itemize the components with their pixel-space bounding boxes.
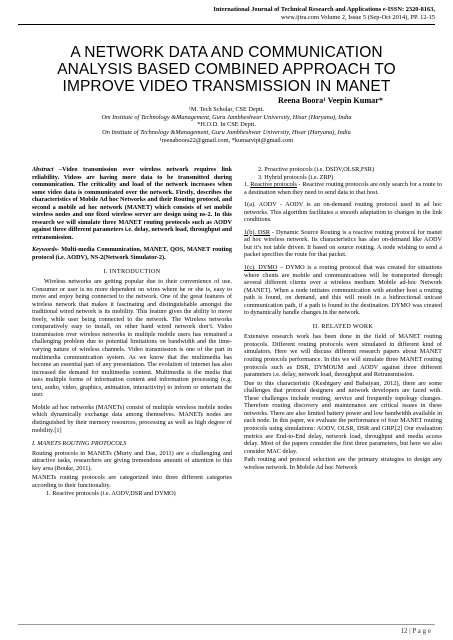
- author-emails: ¹reenaboora22@gmail.com, *kumarvipi@gmail.com: [159, 136, 294, 144]
- affiliation-line: *H.O.D. In CSE Deptt.: [197, 121, 256, 129]
- footer-rule: [18, 624, 435, 625]
- abstract-label: Abstract: [32, 166, 54, 173]
- dymo-text: – DYMO is a routing protocol that was created for situations where clients are mobile and communications will be transported through several different clients over a wireless medium Mobile ad-hoc Network (MANET). When a node initiates communication with another host a routing path is found, on demand, and this will result in a bidirectional unicast communication path, if a path is found to the destination. DYMO was created to dynamically handle changes in the network.: [244, 264, 442, 317]
- paragraph: Wireless networks are getting popular due to their convenience of use. Consumer or user is no more dependent on wires where he or she is, easy to move and enjoy being connected to the network. One of the great features of wireless network that makes it fascinating and distinguishable amongst the traditional wired network is its mobility. This feature gives the ability to move freely, while user being connected to the network. The Wireless networks comparatively easy to install, on other hand wired network don’t. Video transmission over wireless networks to multiple mobile users has remained a challenging problem due to potential limitations on bandwidth and the time-varying nature of wireless channels. Video transmission is one of the part in multimedia communication system. As we know that the multimedia has become an essential part of any presentation. The evolution of internet has also increased the demand for multimedia content. Multimedia is the media that uses multiple forms of information content and information processing (e.g. text, audio, video, graphics, animation, interactivity) to inform or entertain the user.: [32, 278, 232, 399]
- paragraph: [244, 201, 442, 224]
- reactive-label: Reactive protocols: [250, 181, 297, 189]
- keywords-text: Multi-media Communication, MANET, QOS, MANET routing protocol (i.e. AODV), NS-2(Network Simulator-2).: [32, 246, 232, 262]
- affiliation-line: On Institute of Technology &Management, Guru Jambheshwar University, Hisar (Haryana), India: [102, 129, 351, 137]
- left-column: [32, 166, 232, 498]
- title-line: A NETWORK DATA AND COMMUNICATION: [70, 44, 383, 61]
- section-heading-introduction: I. INTRODUCTION: [103, 267, 161, 275]
- paragraph: [244, 229, 442, 259]
- right-column: [244, 166, 442, 476]
- title-line: ANALYSIS BASED COMBINED APPROACH TO: [57, 61, 396, 78]
- journal-web-info: www.ijtra.com Volume 2, Issue 5 (Sep-Oct 2014), PP. 12-15: [281, 13, 435, 21]
- paper-title: [18, 44, 435, 95]
- journal-header: [135, 6, 435, 21]
- paragraph: Extensive research work has been done in the field of MANET routing protocols. Different routing protocols were simulated in different kind of simulators. Here we will discuss different research papers about MANET routing protocols performance. In this we will simulate three MANET routing protocols such as DSR, DYMOUM and AODV against three different parameters i.e. delay, network load, throughput and Retransmission.: [244, 333, 442, 379]
- paragraph: MANETs routing protocols are categorized into three different categories according to their functionality.: [32, 474, 232, 489]
- authors: Reena Boora¹ Veepin Kumar*: [277, 96, 383, 105]
- paragraph: Path routing and protocol selection are the primary strategies to design any wireless network. In Mobile Ad hoc Network: [244, 456, 442, 471]
- list-item: 1. Reactive protocols (i.e. AODV,DSR and DYMO): [46, 490, 176, 498]
- section-heading-routing: I. MANETS ROUTING PROTOCOLS: [32, 440, 127, 448]
- paragraph: 1. Reactive protocols - Reactive routing protocols are only search for a route to a destination when they need to send data to that host.: [244, 181, 443, 196]
- affiliation-line: ¹M. Tech Scholar, CSE Deptt.: [188, 106, 265, 113]
- paragraph: Due to this characteristic (Keshtgary and Babaiyan, 2012), there are some challenges that protocol designers and network developers are faced with. These challenges include routing, service and frequently topology changes. Therefore routing discovery and maintenance are critical issues in these networks. There are also limited battery power and low bandwidth available in each node. In this paper, we evaluate the performance of four MANET routing protocols using simulations: AODV, OLSR, DSR and GRP.[2] Our evaluation metrics are End-to-End delay, network load, throughput and media access delay. Most of the papers consider the first three parameters, but here we also consider MAC delay.: [244, 379, 442, 455]
- paragraph: Routing protocols in MANETs (Murty and Das, 2011) are a challenging and attractive tasks, researchers are giving tremendous amount of attention to this key area (Bouke, 2011).: [32, 449, 232, 472]
- reactive-text: - Reactive routing protocols are only search for a route to a destination when they need to send data to that host.: [244, 181, 443, 196]
- paragraph: [244, 264, 442, 317]
- abstract-text: –Video transmission over wireless network requires link reliability. Videos are having more data to be transmitted during communication. The criticality and load of the network increases when some video data is communicated over the network. Firstly, describes the characteristics of Mobile Ad hoc Networks and their Routing protocol, and second a mobile ad hoc network (MANET) which consists of set mobile wireless nodes and one fixed wireless server are design using ns-2. In this research we will simulate three MANET routing protocols such as AODV against three different parameters i.e. delay, network load, throughput and retransmission.: [32, 166, 232, 241]
- affiliations: [18, 106, 435, 145]
- title-line: IMPROVE VIDEO TRANSMISSION IN MANET: [62, 78, 391, 95]
- aodv-label: 1(a). AODV: [244, 201, 277, 209]
- header-rule: [18, 24, 435, 25]
- affiliation-line: Om Institute of Technology &Management, Guru Jambheshwar University, Hisar (Haryana), India: [101, 113, 352, 121]
- dymo-label: 1(c). DYMO: [244, 264, 278, 272]
- keywords: [32, 246, 232, 261]
- abstract: [32, 166, 232, 241]
- list-item: 2. Proactive protocols (i.e. DSDV,OLSR,FSR): [258, 166, 375, 173]
- aodv-text: - AODV is an on-demand routing protocol used in ad hoc networks. This algorithm facilitates a smooth adaptation to changes in the link conditions.: [244, 201, 442, 224]
- section-heading-related-work: II. RELATED WORK: [312, 322, 374, 330]
- list-item: 3. Hybrid protocols (i.e. ZRP): [258, 173, 334, 181]
- keywords-label: Keywords-: [32, 246, 60, 254]
- journal-name: International Journal of Technical Research and Applications e-ISSN: 2320-8163,: [213, 6, 435, 13]
- paragraph: Mobile ad hoc networks (MANETs) consist of multiple wireless mobile nodes which dynamically exchange data among themselves. MANETs nodes are distinguished by their memory resources, processing as well as high degree of mobility.[1]: [32, 403, 232, 434]
- page-number: 12 | P a g e: [400, 627, 431, 635]
- dsr-label: 1(b). DSR: [244, 228, 271, 236]
- dsr-text: - Dynamic Source Routing is a reactive routing protocol for manet ad hoc wireless network. Its characteristics has also on-demand like AODV but it’s not table driven. It based on source routing. A node wishing to send a packet specifies the route for that packet.: [244, 228, 442, 259]
